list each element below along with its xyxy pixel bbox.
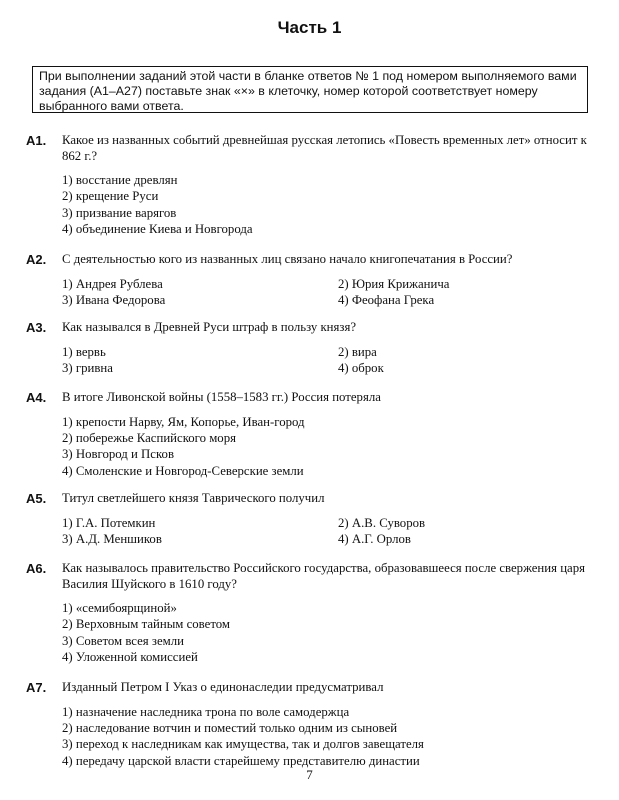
- question-text: Как назывался в Древней Руси штраф в пользу князя?: [62, 320, 357, 334]
- question-a6: [26, 561, 596, 666]
- option-2: 2) А.В. Суворов: [338, 515, 426, 530]
- question-text: Как называлось правительство Российского государства, образовавшееся после свержения царя Василия Шуйского в 1610 году?: [62, 561, 586, 591]
- option-2: 2) вира: [338, 344, 377, 359]
- option-1: 1) вервь: [62, 344, 106, 359]
- option-2: 2) наследование вотчин и поместий только одним из сыновей: [62, 720, 398, 735]
- answer-options: [62, 515, 596, 548]
- question-number: А2.: [26, 252, 47, 267]
- option-4: 4) Уложенной комиссией: [62, 650, 198, 665]
- question-text: Какое из названных событий древнейшая русская летопись «Повесть временных лет» относит к 862 г.?: [62, 133, 587, 163]
- option-4: 4) оброк: [338, 360, 384, 375]
- option-1: 1) «семибоярщиной»: [62, 601, 177, 615]
- answer-options: [62, 276, 596, 309]
- question-a5: [26, 491, 596, 547]
- answer-options: [62, 600, 596, 666]
- question-a2: [26, 252, 596, 308]
- question-text: С деятельностью кого из названных лиц связано начало книгопечатания в России?: [62, 252, 513, 266]
- question-a1: [26, 133, 596, 238]
- option-2: 2) Верховным тайным советом: [62, 617, 230, 632]
- page-number: 7: [306, 767, 313, 782]
- option-3: 3) Ивана Федорова: [62, 292, 166, 307]
- option-1: 1) назначение наследника трона по воле самодержца: [62, 704, 350, 719]
- option-3: 3) переход к наследникам как имущества, так и долгов завещателя: [62, 737, 424, 752]
- question-text: Изданный Петром I Указ о единонаследии предусматривал: [62, 680, 384, 694]
- option-1: 1) Г.А. Потемкин: [62, 515, 156, 530]
- option-4: 4) Феофана Грека: [338, 292, 435, 307]
- option-3: 3) призвание варягов: [62, 205, 177, 220]
- page-title: Часть 1: [277, 18, 342, 37]
- question-number: А1.: [26, 133, 47, 148]
- question-a3: [26, 320, 596, 376]
- option-2: 2) побережье Каспийского моря: [62, 430, 236, 445]
- option-4: 4) объединение Киева и Новгорода: [62, 222, 253, 237]
- question-text: В итоге Ливонской войны (1558–1583 гг.) Россия потеряла: [62, 390, 381, 404]
- question-number: А4.: [26, 390, 47, 405]
- option-4: 4) Смоленские и Новгород-Северские земли: [62, 463, 304, 478]
- option-2: 2) крещение Руси: [62, 189, 159, 204]
- option-2: 2) Юрия Крижанича: [338, 276, 450, 291]
- question-text: Титул светлейшего князя Таврического получил: [62, 491, 325, 505]
- question-number: А3.: [26, 320, 47, 335]
- answer-options: [62, 172, 596, 238]
- question-a4: [26, 390, 596, 479]
- answer-options: [62, 414, 596, 480]
- question-number: А6.: [26, 561, 47, 576]
- question-number: А7.: [26, 680, 47, 695]
- option-3: 3) А.Д. Меншиков: [62, 531, 162, 546]
- instruction-box: При выполнении заданий этой части в бланке ответов № 1 под номером выполняемого вами задания (А1–А27) поставьте знак «×» в клеточку, номер которой соответствует номеру выбранного вами ответа.: [32, 66, 588, 113]
- option-3: 3) Советом всея земли: [62, 633, 184, 648]
- option-1: 1) восстание древлян: [62, 173, 178, 187]
- answer-options: [62, 344, 596, 377]
- option-3: 3) гривна: [62, 360, 113, 375]
- option-4: 4) А.Г. Орлов: [338, 531, 411, 546]
- question-number: А5.: [26, 491, 47, 506]
- option-4: 4) передачу царской власти старейшему представителю династии: [62, 753, 420, 768]
- option-1: 1) Андрея Рублева: [62, 276, 163, 291]
- answer-options: [62, 704, 596, 770]
- option-1: 1) крепости Нарву, Ям, Копорье, Иван-город: [62, 414, 305, 429]
- question-a7: [26, 680, 596, 769]
- option-3: 3) Новгород и Псков: [62, 447, 174, 462]
